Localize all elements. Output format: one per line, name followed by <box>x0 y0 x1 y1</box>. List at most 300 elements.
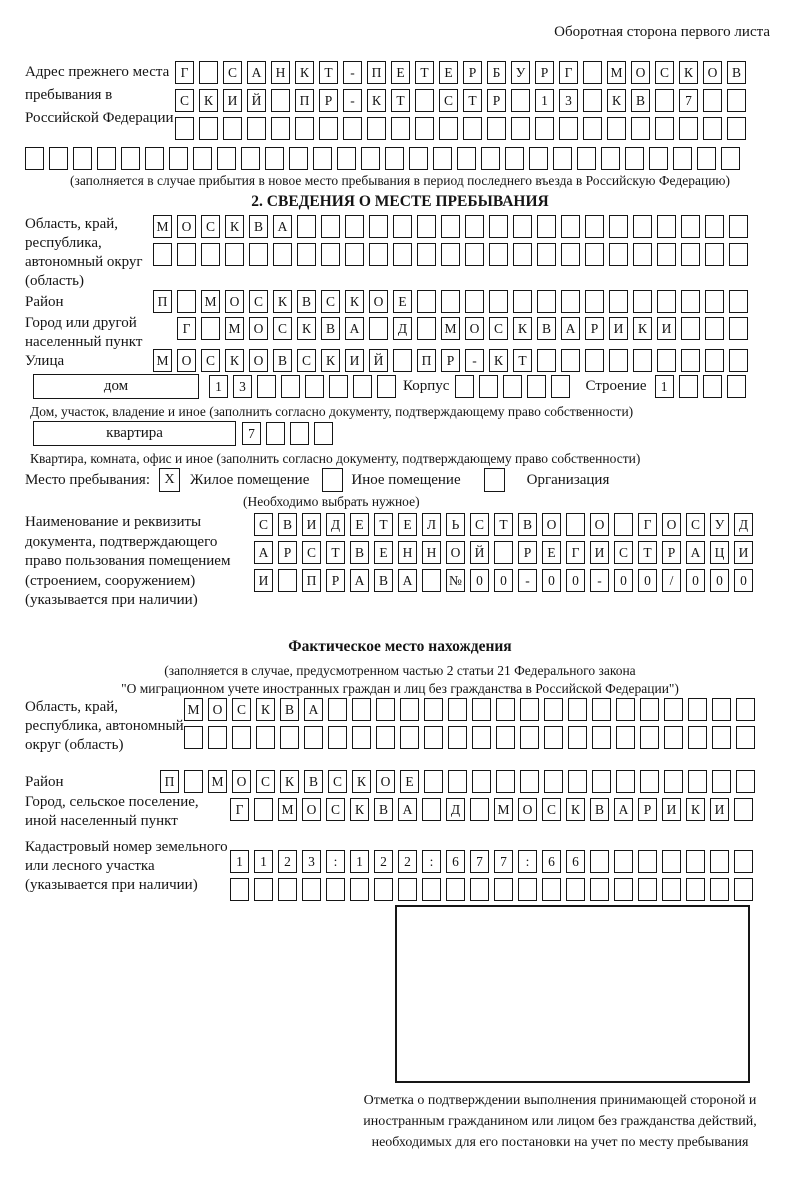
char-box[interactable] <box>345 215 364 238</box>
char-box[interactable]: 7 <box>470 850 489 873</box>
char-box[interactable]: И <box>345 349 364 372</box>
char-box[interactable] <box>655 117 674 140</box>
char-box[interactable] <box>321 215 340 238</box>
char-box[interactable]: О <box>177 349 196 372</box>
char-box[interactable]: 7 <box>679 89 698 112</box>
char-box[interactable] <box>472 770 491 793</box>
char-box[interactable] <box>592 770 611 793</box>
char-box[interactable] <box>73 147 92 170</box>
char-box[interactable] <box>441 215 460 238</box>
char-box[interactable] <box>734 878 753 901</box>
char-box[interactable]: В <box>273 349 292 372</box>
char-box[interactable] <box>367 117 386 140</box>
char-box[interactable]: С <box>273 317 292 340</box>
char-box[interactable] <box>727 89 746 112</box>
char-box[interactable] <box>734 850 753 873</box>
char-box[interactable]: Т <box>374 513 393 536</box>
char-box[interactable]: Г <box>177 317 196 340</box>
char-box[interactable]: К <box>225 349 244 372</box>
char-box[interactable]: С <box>256 770 275 793</box>
char-box[interactable]: Д <box>734 513 753 536</box>
char-box[interactable] <box>265 147 284 170</box>
char-box[interactable]: А <box>561 317 580 340</box>
char-box[interactable] <box>537 349 556 372</box>
char-box[interactable]: К <box>345 290 364 313</box>
char-box[interactable]: Д <box>326 513 345 536</box>
char-box[interactable]: С <box>297 349 316 372</box>
char-box[interactable] <box>703 89 722 112</box>
char-box[interactable]: А <box>273 215 292 238</box>
char-box[interactable] <box>609 243 628 266</box>
char-box[interactable]: С <box>249 290 268 313</box>
char-box[interactable]: В <box>727 61 746 84</box>
char-box[interactable]: К <box>225 215 244 238</box>
char-box[interactable] <box>457 147 476 170</box>
char-box[interactable]: В <box>297 290 316 313</box>
char-box[interactable]: Д <box>393 317 412 340</box>
char-box[interactable]: О <box>590 513 609 536</box>
char-box[interactable]: О <box>703 61 722 84</box>
char-box[interactable] <box>328 726 347 749</box>
char-box[interactable] <box>448 698 467 721</box>
char-box[interactable]: К <box>256 698 275 721</box>
char-box[interactable] <box>657 349 676 372</box>
char-box[interactable] <box>247 117 266 140</box>
char-box[interactable] <box>664 698 683 721</box>
char-box[interactable]: 1 <box>230 850 249 873</box>
char-box[interactable] <box>705 349 724 372</box>
char-box[interactable]: 3 <box>559 89 578 112</box>
char-box[interactable] <box>657 215 676 238</box>
char-box[interactable]: : <box>518 850 537 873</box>
char-box[interactable] <box>97 147 116 170</box>
char-box[interactable] <box>297 243 316 266</box>
char-box[interactable] <box>505 147 524 170</box>
char-box[interactable]: С <box>223 61 242 84</box>
char-box[interactable] <box>535 117 554 140</box>
char-box[interactable] <box>640 770 659 793</box>
char-box[interactable]: В <box>631 89 650 112</box>
char-box[interactable] <box>153 243 172 266</box>
char-box[interactable] <box>679 375 698 398</box>
char-box[interactable] <box>585 215 604 238</box>
char-box[interactable] <box>688 698 707 721</box>
char-box[interactable]: Р <box>638 798 657 821</box>
char-box[interactable] <box>712 770 731 793</box>
char-box[interactable]: С <box>614 541 633 564</box>
char-box[interactable] <box>400 726 419 749</box>
char-box[interactable]: П <box>160 770 179 793</box>
char-box[interactable]: О <box>465 317 484 340</box>
char-box[interactable] <box>662 878 681 901</box>
char-box[interactable]: Р <box>441 349 460 372</box>
char-box[interactable]: 0 <box>734 569 753 592</box>
char-box[interactable]: О <box>225 290 244 313</box>
char-box[interactable] <box>278 878 297 901</box>
char-box[interactable] <box>577 147 596 170</box>
char-box[interactable]: С <box>489 317 508 340</box>
char-box[interactable]: А <box>398 569 417 592</box>
char-box[interactable]: 0 <box>566 569 585 592</box>
char-box[interactable]: Т <box>494 513 513 536</box>
char-box[interactable] <box>614 878 633 901</box>
char-box[interactable] <box>376 726 395 749</box>
char-box[interactable] <box>230 878 249 901</box>
char-box[interactable]: Г <box>559 61 578 84</box>
char-box[interactable]: : <box>422 850 441 873</box>
char-box[interactable] <box>328 698 347 721</box>
char-box[interactable] <box>590 878 609 901</box>
char-box[interactable] <box>686 850 705 873</box>
char-box[interactable]: П <box>153 290 172 313</box>
char-box[interactable] <box>266 422 285 445</box>
char-box[interactable] <box>249 243 268 266</box>
char-box[interactable]: И <box>223 89 242 112</box>
char-box[interactable]: С <box>439 89 458 112</box>
char-box[interactable] <box>319 117 338 140</box>
char-box[interactable] <box>177 290 196 313</box>
char-box[interactable]: А <box>345 317 364 340</box>
char-box[interactable] <box>400 698 419 721</box>
char-box[interactable]: К <box>633 317 652 340</box>
char-box[interactable]: Н <box>422 541 441 564</box>
char-box[interactable]: Г <box>638 513 657 536</box>
char-box[interactable] <box>616 698 635 721</box>
char-box[interactable] <box>278 569 297 592</box>
char-box[interactable] <box>415 117 434 140</box>
char-box[interactable] <box>494 541 513 564</box>
char-box[interactable]: А <box>247 61 266 84</box>
char-box[interactable]: В <box>537 317 556 340</box>
char-box[interactable]: 0 <box>638 569 657 592</box>
char-box[interactable]: Р <box>535 61 554 84</box>
char-box[interactable] <box>422 878 441 901</box>
char-box[interactable] <box>295 117 314 140</box>
char-box[interactable]: А <box>686 541 705 564</box>
char-box[interactable]: Й <box>247 89 266 112</box>
char-box[interactable] <box>592 726 611 749</box>
char-box[interactable] <box>472 726 491 749</box>
char-box[interactable] <box>343 117 362 140</box>
char-box[interactable] <box>513 243 532 266</box>
char-box[interactable] <box>681 215 700 238</box>
char-box[interactable] <box>705 290 724 313</box>
char-box[interactable] <box>544 770 563 793</box>
char-box[interactable] <box>640 698 659 721</box>
char-box[interactable] <box>304 726 323 749</box>
char-box[interactable] <box>590 850 609 873</box>
char-box[interactable]: 2 <box>374 850 393 873</box>
char-box[interactable]: А <box>350 569 369 592</box>
char-box[interactable] <box>345 243 364 266</box>
char-box[interactable] <box>302 878 321 901</box>
char-box[interactable] <box>49 147 68 170</box>
char-box[interactable]: Б <box>487 61 506 84</box>
char-box[interactable]: И <box>302 513 321 536</box>
char-box[interactable] <box>393 349 412 372</box>
char-box[interactable] <box>609 290 628 313</box>
char-box[interactable]: / <box>662 569 681 592</box>
char-box[interactable]: М <box>184 698 203 721</box>
char-box[interactable]: Е <box>542 541 561 564</box>
char-box[interactable] <box>280 726 299 749</box>
char-box[interactable]: К <box>489 349 508 372</box>
char-box[interactable]: М <box>201 290 220 313</box>
char-box[interactable]: 0 <box>710 569 729 592</box>
char-box[interactable]: К <box>297 317 316 340</box>
char-box[interactable]: Р <box>319 89 338 112</box>
char-box[interactable] <box>561 349 580 372</box>
char-box[interactable]: С <box>655 61 674 84</box>
char-box[interactable]: Р <box>662 541 681 564</box>
char-box[interactable]: С <box>326 798 345 821</box>
char-box[interactable] <box>729 317 748 340</box>
char-box[interactable] <box>472 698 491 721</box>
char-box[interactable] <box>424 770 443 793</box>
char-box[interactable] <box>398 878 417 901</box>
char-box[interactable] <box>551 375 570 398</box>
char-box[interactable] <box>208 726 227 749</box>
char-box[interactable] <box>289 147 308 170</box>
char-box[interactable] <box>583 117 602 140</box>
char-box[interactable] <box>736 698 755 721</box>
char-box[interactable]: С <box>302 541 321 564</box>
char-box[interactable] <box>697 147 716 170</box>
char-box[interactable] <box>199 61 218 84</box>
char-box[interactable] <box>169 147 188 170</box>
char-box[interactable]: Е <box>350 513 369 536</box>
char-box[interactable] <box>463 117 482 140</box>
char-box[interactable] <box>686 878 705 901</box>
char-box[interactable]: - <box>518 569 537 592</box>
char-box[interactable]: Р <box>585 317 604 340</box>
char-box[interactable]: Ц <box>710 541 729 564</box>
char-box[interactable] <box>566 513 585 536</box>
char-box[interactable] <box>585 290 604 313</box>
char-box[interactable] <box>631 117 650 140</box>
char-box[interactable]: Т <box>319 61 338 84</box>
char-box[interactable] <box>254 798 273 821</box>
char-box[interactable] <box>511 117 530 140</box>
char-box[interactable]: 0 <box>614 569 633 592</box>
char-box[interactable] <box>369 317 388 340</box>
char-box[interactable]: О <box>662 513 681 536</box>
char-box[interactable] <box>553 147 572 170</box>
char-box[interactable] <box>655 89 674 112</box>
char-box[interactable] <box>559 117 578 140</box>
char-box[interactable]: Г <box>566 541 585 564</box>
char-box[interactable]: С <box>254 513 273 536</box>
char-box[interactable] <box>568 698 587 721</box>
char-box[interactable]: В <box>249 215 268 238</box>
char-box[interactable]: С <box>321 290 340 313</box>
char-box[interactable] <box>537 290 556 313</box>
char-box[interactable] <box>727 375 746 398</box>
char-box[interactable] <box>496 770 515 793</box>
char-box[interactable] <box>503 375 522 398</box>
char-box[interactable] <box>448 726 467 749</box>
char-box[interactable] <box>616 726 635 749</box>
char-box[interactable] <box>177 243 196 266</box>
char-box[interactable] <box>393 215 412 238</box>
char-box[interactable]: О <box>249 349 268 372</box>
char-box[interactable] <box>281 375 300 398</box>
char-box[interactable] <box>681 349 700 372</box>
char-box[interactable]: В <box>374 798 393 821</box>
char-box[interactable] <box>537 215 556 238</box>
char-box[interactable]: С <box>232 698 251 721</box>
char-box[interactable]: 7 <box>494 850 513 873</box>
char-box[interactable] <box>679 117 698 140</box>
stay-type-checkbox-residential[interactable]: X <box>159 468 180 492</box>
char-box[interactable]: И <box>657 317 676 340</box>
char-box[interactable] <box>625 147 644 170</box>
char-box[interactable] <box>337 147 356 170</box>
char-box[interactable]: В <box>321 317 340 340</box>
char-box[interactable]: С <box>201 215 220 238</box>
char-box[interactable] <box>422 569 441 592</box>
char-box[interactable] <box>314 422 333 445</box>
char-box[interactable]: И <box>254 569 273 592</box>
char-box[interactable]: И <box>734 541 753 564</box>
char-box[interactable]: К <box>513 317 532 340</box>
char-box[interactable]: К <box>199 89 218 112</box>
char-box[interactable] <box>664 770 683 793</box>
char-box[interactable] <box>736 770 755 793</box>
char-box[interactable] <box>703 375 722 398</box>
char-box[interactable] <box>321 243 340 266</box>
char-box[interactable] <box>184 726 203 749</box>
char-box[interactable] <box>376 698 395 721</box>
char-box[interactable]: 3 <box>233 375 252 398</box>
char-box[interactable]: П <box>295 89 314 112</box>
char-box[interactable] <box>415 89 434 112</box>
char-box[interactable]: К <box>679 61 698 84</box>
char-box[interactable]: Е <box>398 513 417 536</box>
char-box[interactable]: О <box>542 513 561 536</box>
char-box[interactable] <box>417 290 436 313</box>
char-box[interactable] <box>470 798 489 821</box>
char-box[interactable]: Т <box>415 61 434 84</box>
char-box[interactable]: Е <box>391 61 410 84</box>
char-box[interactable] <box>662 850 681 873</box>
char-box[interactable]: К <box>273 290 292 313</box>
char-box[interactable] <box>305 375 324 398</box>
char-box[interactable]: С <box>470 513 489 536</box>
char-box[interactable]: В <box>278 513 297 536</box>
char-box[interactable]: С <box>542 798 561 821</box>
char-box[interactable] <box>121 147 140 170</box>
char-box[interactable] <box>496 698 515 721</box>
char-box[interactable] <box>542 878 561 901</box>
char-box[interactable]: И <box>590 541 609 564</box>
char-box[interactable]: Й <box>470 541 489 564</box>
char-box[interactable] <box>638 850 657 873</box>
char-box[interactable]: М <box>441 317 460 340</box>
char-box[interactable] <box>465 290 484 313</box>
char-box[interactable] <box>729 349 748 372</box>
char-box[interactable] <box>297 215 316 238</box>
char-box[interactable] <box>583 89 602 112</box>
char-box[interactable] <box>561 243 580 266</box>
char-box[interactable] <box>585 349 604 372</box>
char-box[interactable] <box>232 726 251 749</box>
char-box[interactable] <box>417 317 436 340</box>
char-box[interactable] <box>705 243 724 266</box>
char-box[interactable] <box>614 850 633 873</box>
char-box[interactable] <box>241 147 260 170</box>
char-box[interactable] <box>664 726 683 749</box>
char-box[interactable]: 7 <box>242 422 261 445</box>
char-box[interactable] <box>393 243 412 266</box>
char-box[interactable] <box>494 878 513 901</box>
char-box[interactable]: Е <box>439 61 458 84</box>
char-box[interactable] <box>633 290 652 313</box>
char-box[interactable]: А <box>254 541 273 564</box>
char-box[interactable] <box>585 243 604 266</box>
char-box[interactable]: - <box>343 89 362 112</box>
char-box[interactable] <box>489 243 508 266</box>
char-box[interactable] <box>25 147 44 170</box>
char-box[interactable] <box>271 89 290 112</box>
char-box[interactable] <box>409 147 428 170</box>
char-box[interactable] <box>544 698 563 721</box>
char-box[interactable] <box>657 243 676 266</box>
char-box[interactable] <box>377 375 396 398</box>
char-box[interactable] <box>688 726 707 749</box>
char-box[interactable] <box>487 117 506 140</box>
char-box[interactable] <box>417 215 436 238</box>
char-box[interactable] <box>193 147 212 170</box>
char-box[interactable]: 6 <box>542 850 561 873</box>
char-box[interactable]: И <box>662 798 681 821</box>
char-box[interactable] <box>489 290 508 313</box>
char-box[interactable] <box>374 878 393 901</box>
char-box[interactable] <box>352 698 371 721</box>
char-box[interactable] <box>712 698 731 721</box>
char-box[interactable] <box>424 726 443 749</box>
char-box[interactable] <box>527 375 546 398</box>
char-box[interactable] <box>313 147 332 170</box>
char-box[interactable]: К <box>350 798 369 821</box>
char-box[interactable] <box>465 243 484 266</box>
char-box[interactable]: В <box>304 770 323 793</box>
char-box[interactable]: М <box>494 798 513 821</box>
char-box[interactable] <box>446 878 465 901</box>
char-box[interactable] <box>422 798 441 821</box>
char-box[interactable] <box>257 375 276 398</box>
char-box[interactable] <box>614 513 633 536</box>
char-box[interactable] <box>489 215 508 238</box>
char-box[interactable] <box>721 147 740 170</box>
char-box[interactable]: 2 <box>278 850 297 873</box>
char-box[interactable] <box>201 317 220 340</box>
char-box[interactable]: У <box>511 61 530 84</box>
char-box[interactable]: Г <box>175 61 194 84</box>
char-box[interactable]: Т <box>391 89 410 112</box>
char-box[interactable]: К <box>686 798 705 821</box>
char-box[interactable]: О <box>249 317 268 340</box>
char-box[interactable] <box>657 290 676 313</box>
char-box[interactable] <box>520 698 539 721</box>
char-box[interactable] <box>705 317 724 340</box>
char-box[interactable]: М <box>153 215 172 238</box>
char-box[interactable] <box>537 243 556 266</box>
char-box[interactable]: Т <box>463 89 482 112</box>
char-box[interactable]: Д <box>446 798 465 821</box>
char-box[interactable]: О <box>177 215 196 238</box>
char-box[interactable]: Р <box>326 569 345 592</box>
